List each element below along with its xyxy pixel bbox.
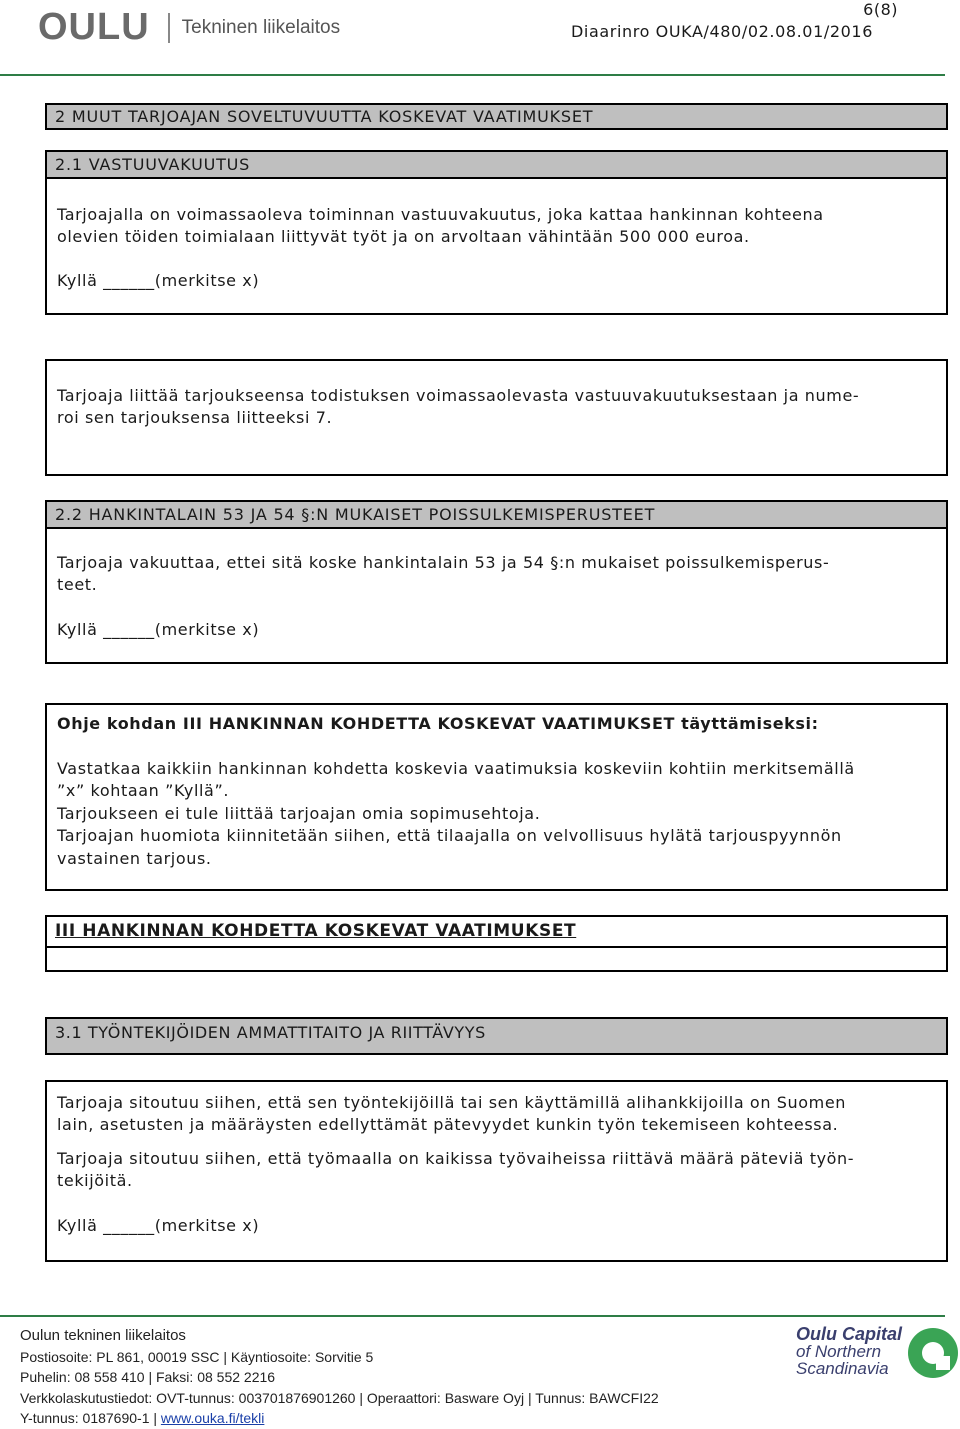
section-3-1-header-box [45,1017,948,1055]
logo-capital-line-3: Scandinavia [796,1359,889,1378]
section-3-divider [47,946,946,948]
footer-divider [0,1315,945,1317]
guide-text-4: Tarjoajan huomiota kiinnitetään siihen, että tilaajalla on velvollisuus hylätä tarjouspyynnön [57,826,842,845]
footer-phone: Puhelin: 08 558 410 | Faksi: 08 552 2216 [20,1369,276,1385]
section-3-1-p1-line1: Tarjoaja sitoutuu siihen, että sen työntekijöillä tai sen käyttämillä alihankkijoilla on Suomen [57,1093,847,1112]
attachment-text-2: roi sen tarjouksensa liitteeksi 7. [57,408,333,427]
guide-box [45,703,948,891]
section-3-1-box [45,1080,948,1262]
footer-billing: Verkkolaskutustiedot: OVT-tunnus: 003701876901260 | Operaattori: Basware Oyj | Tunnus: BAWCFI22 [20,1389,659,1406]
section-2-box [45,103,948,130]
guide-text-3: Tarjoukseen ei tule liittää tarjoajan omia sopimusehtoja. [57,804,541,823]
header-divider [0,74,945,76]
footer-ytunnus: Y-tunnus: 0187690-1 | [20,1410,158,1426]
section-2-1-title: 2.1 VASTUUVAKUUTUS [47,152,946,179]
guide-text-5: vastainen tarjous. [57,849,212,868]
guide-text-1: Vastatkaa kaikkiin hankinnan kohdetta koskevia vaatimuksia koskeviin kohtiin merkitsemällä [57,759,855,778]
section-3-1-p2-line1: Tarjoaja sitoutuu siihen, että työmaalla on kaikissa työvaiheissa riittävä määrä päteviä työn- [57,1149,855,1168]
guide-title: Ohje kohdan III HANKINNAN KOHDETTA KOSKEVAT VAATIMUKSET täyttämiseksi: [57,714,819,733]
attachment-text-1: Tarjoaja liittää tarjoukseensa todistuksen voimassaolevasta vastuuvakuutuksestaan ja nume- [57,386,860,405]
section-2-1-box [45,150,948,315]
section-2-2-box [45,500,948,664]
section-2-2-text-1: Tarjoaja vakuuttaa, ettei sitä koske hankintalain 53 ja 54 §:n mukaiset poissulkemisperus- [57,553,830,572]
logo-capital-text: Oulu Capital [796,1324,903,1344]
logo-capital-line-1 [796,1326,902,1343]
section-2-title: 2 MUUT TARJOAJAN SOVELTUVUUTTA KOSKEVAT VAATIMUKSET [47,105,946,128]
logo-capital-line-2: of Northern [796,1342,882,1361]
footer-address: Postiosoite: PL 861, 00019 SSC | Käyntiosoite: Sorvitie 5 [20,1348,374,1365]
document-reference: Diaarinro OUKA/480/02.08.01/2016 [571,22,873,41]
section-2-2-title: 2.2 HANKINTALAIN 53 JA 54 §:N MUKAISET POISSULKEMISPERUSTEET [47,502,946,529]
section-2-1-text-2: olevien töiden toimialaan liittyvät työt ja on arvoltaan vähintään 500 000 euroa. [57,227,750,246]
section-2-2-text-2: teet. [57,575,98,594]
page-number: 6(8) [863,0,898,19]
oulu-logo [38,6,340,49]
attachment-box [45,359,948,476]
section-3-1-p2-line2: tekijöitä. [57,1171,133,1190]
section-2-1-text-1: Tarjoajalla on voimassaoleva toiminnan vastuuvakuutus, joka kattaa hankinnan kohteena [57,205,824,224]
footer-website-link[interactable]: www.ouka.fi/tekli [160,1410,265,1426]
oulu-capital-logo [796,1326,902,1377]
section-3-1-title: 3.1 TYÖNTEKIJÖIDEN AMMATTITAITO JA RIITTÄVYYS [55,1023,486,1042]
section-3-1-confirm[interactable]: Kyllä ______(merkitse x) [57,1216,260,1235]
logo-sub-text: Tekninen liikelaitos [181,16,341,38]
speech-bubble-icon [906,1326,960,1380]
section-3-title: III HANKINNAN KOHDETTA KOSKEVAT VAATIMUKSET [55,921,577,941]
section-3-1-p1-line2: lain, asetusten ja määräysten edellyttämät pätevyydet kunkin työn tekemiseen kohteessa. [57,1115,839,1134]
guide-text-2: ”x” kohtaan ”Kyllä”. [57,781,230,800]
section-3-box [45,915,948,972]
footer-org: Oulun tekninen liikelaitos [20,1327,186,1344]
footer-contact [20,1326,659,1429]
section-2-2-confirm[interactable]: Kyllä ______(merkitse x) [57,620,260,639]
logo-divider [168,13,170,43]
section-2-1-confirm[interactable]: Kyllä ______(merkitse x) [57,271,260,290]
logo-main-text: OULU [38,6,150,48]
footer-ytunnus-row [20,1408,659,1429]
